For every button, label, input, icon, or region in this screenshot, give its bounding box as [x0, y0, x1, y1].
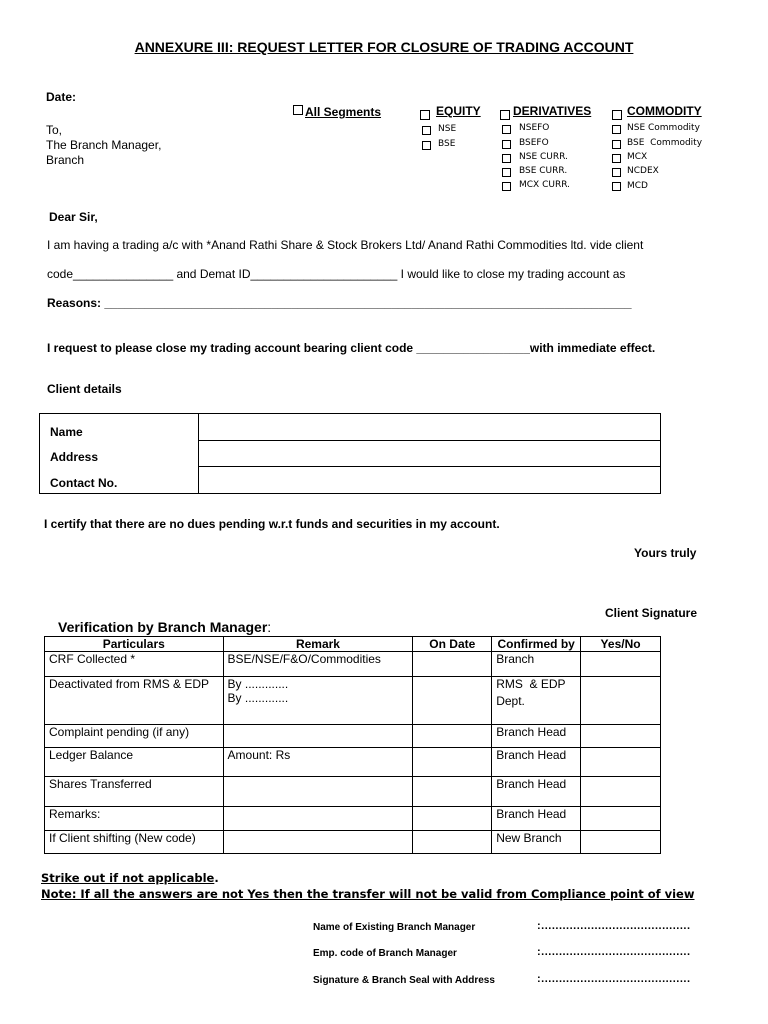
document-title: ANNEXURE III: REQUEST LETTER FOR CLOSURE OF TRADING ACCOUNT: [134, 39, 634, 55]
particular-cell: Ledger Balance: [45, 748, 224, 777]
particular-cell: CRF Collected *: [45, 652, 224, 677]
commodity-checkbox[interactable]: [612, 110, 622, 120]
reasons-line: Reasons: _______________________________________________________________________________: [47, 296, 632, 310]
particular-cell: Deactivated from RMS & EDP: [45, 677, 224, 725]
bse-commodity-label: BSE Commodity: [627, 138, 703, 148]
col-particulars: Particulars: [45, 637, 224, 652]
on-date-cell[interactable]: [413, 652, 492, 677]
derivatives-label: DERIVATIVES: [513, 104, 592, 118]
bse-commodity-checkbox[interactable]: [612, 140, 621, 149]
bse-curr-checkbox[interactable]: [502, 168, 511, 177]
address-line-manager: The Branch Manager,: [46, 138, 162, 152]
remark-cell[interactable]: [223, 777, 413, 807]
equity-label: EQUITY: [436, 104, 481, 118]
address-line-to: To,: [46, 123, 63, 137]
confirmed-by-cell: RMS & EDP Dept.: [492, 677, 581, 725]
equity-checkbox[interactable]: [420, 110, 430, 120]
nse-checkbox[interactable]: [422, 126, 431, 135]
mcd-label: MCD: [627, 181, 648, 191]
yes-no-cell[interactable]: [581, 725, 661, 748]
yes-no-cell[interactable]: [581, 831, 661, 854]
nsefo-label: NSEFO: [519, 123, 550, 133]
confirmed-by-cell: Branch Head: [492, 748, 581, 777]
client-address-field[interactable]: [199, 441, 661, 467]
mcx-label: MCX: [627, 152, 648, 162]
address-line-branch: Branch: [46, 153, 85, 167]
table-row: [45, 748, 661, 777]
nse-curr-checkbox[interactable]: [502, 154, 511, 163]
bse-checkbox[interactable]: [422, 141, 431, 150]
particular-cell: Complaint pending (if any): [45, 725, 224, 748]
particular-cell: Shares Transferred: [45, 777, 224, 807]
col-remark: Remark: [223, 637, 413, 652]
emp-code-field[interactable]: :..........................................: [537, 946, 691, 958]
on-date-cell[interactable]: [413, 777, 492, 807]
letter-line-1: I am having a trading a/c with *Anand Rathi Share & Stock Brokers Ltd/ Anand Rathi Commodities ltd. vide client: [47, 238, 644, 252]
remark-cell[interactable]: [223, 807, 413, 831]
yes-no-cell[interactable]: [581, 748, 661, 777]
nsefo-checkbox[interactable]: [502, 125, 511, 134]
col-yes-no: Yes/No: [581, 637, 661, 652]
date-label: Date:: [46, 90, 77, 104]
col-on-date: On Date: [413, 637, 492, 652]
confirmed-by-cell: Branch Head: [492, 725, 581, 748]
particular-cell: If Client shifting (New code): [45, 831, 224, 854]
remark-cell: By ............. By .............: [223, 677, 413, 725]
bse-label: BSE: [438, 139, 456, 149]
client-name-field[interactable]: [199, 414, 661, 441]
signature-seal-field[interactable]: :..........................................: [537, 973, 691, 985]
verification-table: [44, 636, 661, 854]
on-date-cell[interactable]: [413, 831, 492, 854]
signature-seal-label: Signature & Branch Seal with Address: [313, 975, 495, 986]
remark-cell: BSE/NSE/F&O/Commodities: [223, 652, 413, 677]
commodity-label: COMMODITY: [627, 104, 702, 118]
mcx-curr-checkbox[interactable]: [502, 182, 511, 191]
remark-cell[interactable]: [223, 725, 413, 748]
mcd-checkbox[interactable]: [612, 182, 621, 191]
yes-no-cell[interactable]: [581, 807, 661, 831]
yes-no-cell[interactable]: [581, 652, 661, 677]
table-row: [45, 725, 661, 748]
strike-out-note: Strike out if not applicable.: [41, 871, 219, 885]
existing-manager-name-field[interactable]: :..........................................: [537, 920, 691, 932]
client-details-table: [39, 413, 661, 494]
table-row: [45, 807, 661, 831]
mcx-checkbox[interactable]: [612, 154, 621, 163]
bsefo-checkbox[interactable]: [502, 140, 511, 149]
ncdex-label: NCDEX: [627, 166, 659, 176]
client-signature-label: Client Signature: [605, 606, 698, 620]
nse-commodity-checkbox[interactable]: [612, 125, 621, 134]
remark-cell: Amount: Rs: [223, 748, 413, 777]
nse-label: NSE: [438, 124, 457, 134]
letter-line-2: code_______________ and Demat ID______________________ I would like to close my trading account as: [47, 267, 626, 281]
verification-heading: Verification by Branch Manager:: [58, 619, 272, 635]
on-date-cell[interactable]: [413, 748, 492, 777]
particular-cell: Remarks:: [45, 807, 224, 831]
col-confirmed-by: Confirmed by: [492, 637, 581, 652]
client-contact-field[interactable]: [199, 467, 661, 494]
table-row: [45, 677, 661, 725]
client-contact-label: Contact No.: [40, 467, 199, 494]
confirmed-by-cell: New Branch: [492, 831, 581, 854]
table-row: [45, 652, 661, 677]
remark-cell[interactable]: [223, 831, 413, 854]
compliance-note: Note: If all the answers are not Yes then the transfer will not be valid from Compliance point of view: [41, 887, 695, 901]
ncdex-checkbox[interactable]: [612, 168, 621, 177]
yours-truly: Yours truly: [634, 546, 697, 560]
bse-curr-label: BSE CURR.: [519, 166, 568, 176]
on-date-cell[interactable]: [413, 725, 492, 748]
yes-no-cell[interactable]: [581, 677, 661, 725]
nse-curr-label: NSE CURR.: [519, 152, 568, 162]
salutation: Dear Sir,: [49, 210, 98, 224]
bsefo-label: BSEFO: [519, 138, 549, 148]
mcx-curr-label: MCX CURR.: [519, 180, 570, 190]
confirmed-by-cell: Branch Head: [492, 777, 581, 807]
emp-code-label: Emp. code of Branch Manager: [313, 948, 457, 959]
existing-manager-name-label: Name of Existing Branch Manager: [313, 922, 476, 933]
nse-commodity-label: NSE Commodity: [627, 123, 700, 133]
client-details-heading: Client details: [47, 382, 122, 396]
certify-statement: I certify that there are no dues pending w.r.t funds and securities in my account.: [44, 517, 500, 531]
request-line: I request to please close my trading account bearing client code _________________with immediate effect.: [47, 341, 656, 355]
on-date-cell[interactable]: [413, 677, 492, 725]
confirmed-by-cell: Branch: [492, 652, 581, 677]
yes-no-cell[interactable]: [581, 777, 661, 807]
on-date-cell[interactable]: [413, 807, 492, 831]
client-address-label: Address: [40, 441, 199, 467]
table-row: [45, 831, 661, 854]
all-segments-checkbox[interactable]: [293, 105, 303, 115]
client-name-label: Name: [40, 414, 199, 441]
table-row: [45, 777, 661, 807]
all-segments-label: All Segments: [305, 105, 382, 119]
confirmed-by-cell: Branch Head: [492, 807, 581, 831]
derivatives-checkbox[interactable]: [500, 110, 510, 120]
